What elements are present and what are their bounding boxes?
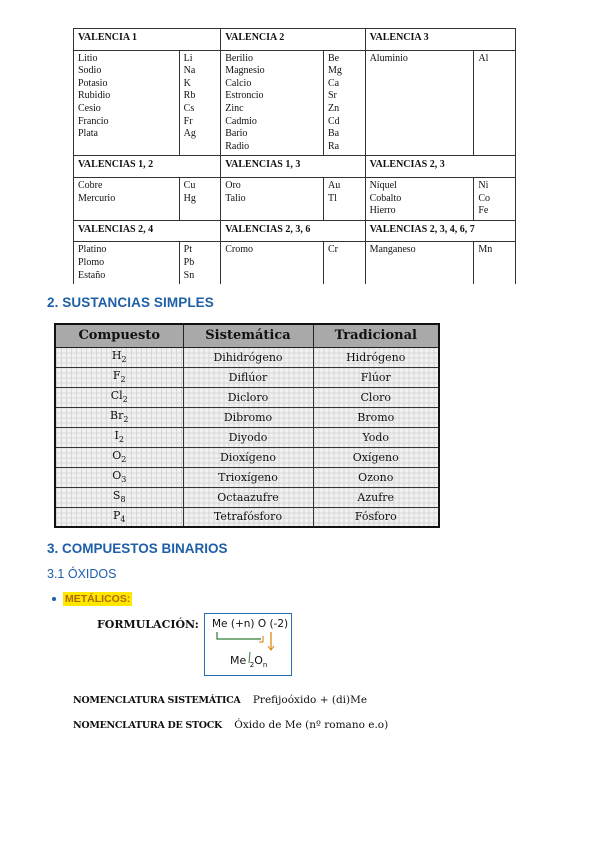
systematic-name-cell: Diyodo (183, 427, 313, 447)
section-heading-binary-compounds: 3. COMPUESTOS BINARIOS (47, 541, 228, 556)
table-row (55, 387, 439, 407)
element-name: Manganeso (369, 244, 416, 256)
element-symbols-cell (474, 177, 516, 220)
valence-header: VALENCIAS 1, 2 (74, 156, 221, 178)
element-symbols-cell (324, 242, 366, 284)
valence-header: VALENCIAS 2, 3 (365, 156, 515, 178)
table-cutoff (70, 287, 520, 293)
formula-cell: $S_8$ (55, 487, 183, 507)
element-names-cell (221, 177, 324, 220)
systematic-name-cell: Octaazufre (183, 487, 313, 507)
traditional-name-cell: Cloro (313, 387, 439, 407)
formula-cell: $O_2$ (55, 447, 183, 467)
element-symbol: Al (478, 52, 489, 64)
element-name: Aluminio (369, 52, 408, 64)
element-name: Cadmio (225, 115, 257, 127)
valence-header: VALENCIAS 2, 3, 4, 6, 7 (365, 220, 515, 242)
element-symbol: Ni (478, 179, 489, 191)
element-name: Oro (225, 179, 241, 191)
element-name: Bario (225, 128, 248, 140)
element-name: Radio (225, 140, 250, 152)
formula-cell: $F_2$ (55, 367, 183, 387)
element-names-cell (221, 50, 324, 156)
nomenclature-systematic-label: NOMENCLATURA SISTEMÁTICA (73, 695, 241, 706)
table-row (55, 487, 439, 507)
formula-cell: $P_4$ (55, 507, 183, 527)
element-symbols-cell (474, 50, 516, 156)
element-symbol: Sr (328, 90, 337, 102)
column-header-tradicional: Tradicional (313, 324, 439, 347)
element-symbol: Na (183, 65, 196, 77)
element-symbol: Zn (328, 102, 340, 114)
element-names-cell (74, 242, 180, 284)
element-symbol: Be (328, 52, 340, 64)
nomenclature-systematic (73, 694, 367, 706)
element-name: Talio (225, 192, 246, 204)
element-symbol: Co (478, 192, 491, 204)
element-name: Litio (78, 52, 98, 64)
element-name: Cobre (78, 179, 103, 191)
element-name: Zinc (225, 102, 244, 114)
element-names-cell (365, 177, 474, 220)
formula-cell: $Br_2$ (55, 407, 183, 427)
systematic-name-cell: Dioxígeno (183, 447, 313, 467)
table-row (55, 447, 439, 467)
bullet-dot-icon (52, 597, 56, 601)
traditional-name-cell: Oxígeno (313, 447, 439, 467)
table-row (55, 467, 439, 487)
valence-header: VALENCIAS 1, 3 (221, 156, 365, 178)
element-name: Plomo (78, 256, 105, 268)
valence-header: VALENCIAS 2, 3, 6 (221, 220, 365, 242)
element-name: Rubidio (78, 90, 111, 102)
element-names-cell (365, 50, 474, 156)
element-name: Cromo (225, 244, 253, 256)
column-header-compuesto: Compuesto (55, 324, 183, 347)
formula-result: Me $_2O_n$ (230, 654, 268, 669)
table-row (55, 507, 439, 527)
simple-substances-table (54, 323, 440, 528)
table-row (55, 367, 439, 387)
nomenclature-stock-label: NOMENCLATURA DE STOCK (73, 720, 222, 731)
systematic-name-cell: Diflúor (183, 367, 313, 387)
systematic-name-cell: Dibromo (183, 407, 313, 427)
element-symbol: Ca (328, 77, 340, 89)
formula-top-expression: Me (+n) O (-2) (212, 618, 289, 630)
traditional-name-cell: Hidrógeno (313, 347, 439, 367)
formulation-box (204, 613, 292, 676)
element-name: Mercurio (78, 192, 116, 204)
element-name: Estroncio (225, 90, 264, 102)
element-name: Sodio (78, 65, 102, 77)
element-symbol: Sn (183, 269, 195, 281)
element-name: Estaño (78, 269, 106, 281)
traditional-name-cell: Azufre (313, 487, 439, 507)
metallic-bullet (52, 592, 132, 606)
element-symbol: Cs (183, 102, 195, 114)
element-symbol: Rb (183, 90, 196, 102)
element-names-cell (74, 177, 180, 220)
formula-cell: $I_2$ (55, 427, 183, 447)
element-symbol: Cd (328, 115, 340, 127)
column-header-sistematica: Sistemática (183, 324, 313, 347)
element-name: Calcio (225, 77, 252, 89)
element-name: Hierro (369, 205, 396, 217)
nomenclature-stock (73, 719, 388, 731)
element-symbols-cell (179, 177, 221, 220)
valence-table (73, 28, 516, 284)
formula-cell: $Cl_2$ (55, 387, 183, 407)
element-name: Cesio (78, 102, 101, 114)
table-row (55, 427, 439, 447)
valence-header: VALENCIA 1 (74, 29, 221, 51)
systematic-name-cell: Tetrafósforo (183, 507, 313, 527)
element-symbol: K (183, 77, 191, 89)
systematic-name-cell: Trioxígeno (183, 467, 313, 487)
formula-cell: $H_2$ (55, 347, 183, 367)
traditional-name-cell: Bromo (313, 407, 439, 427)
element-symbols-cell (474, 242, 516, 284)
element-symbol: Cr (328, 244, 338, 256)
metallic-label: METÁLICOS: (65, 593, 131, 605)
nomenclature-systematic-value: Prefijoóxido + (di)Me (252, 694, 368, 706)
systematic-name-cell: Dihidrógeno (183, 347, 313, 367)
element-name: Cobalto (369, 192, 402, 204)
valence-header: VALENCIA 3 (365, 29, 515, 51)
table-row (55, 407, 439, 427)
nomenclature-stock-value: Óxido de Me (nº romano e.o) (234, 719, 389, 731)
section-heading-simple-substances: 2. SUSTANCIAS SIMPLES (47, 295, 214, 310)
element-symbol: Hg (183, 192, 196, 204)
element-name: Platino (78, 244, 107, 256)
element-symbol: Tl (328, 192, 337, 204)
element-name: Potasio (78, 77, 108, 89)
element-symbol: Mg (328, 65, 342, 77)
traditional-name-cell: Fósforo (313, 507, 439, 527)
element-symbol: Ra (328, 140, 340, 152)
element-symbol: Ba (328, 128, 340, 140)
formula-cell: $O_3$ (55, 467, 183, 487)
table-row (55, 347, 439, 367)
element-symbols-cell (324, 50, 366, 156)
formulation-label: FORMULACIÓN: (97, 618, 199, 631)
element-names-cell (74, 50, 180, 156)
systematic-name-cell: Dicloro (183, 387, 313, 407)
section-heading-oxides: 3.1 ÓXIDOS (47, 567, 117, 581)
element-names-cell (221, 242, 324, 284)
element-name: Berilio (225, 52, 253, 64)
element-symbols-cell (324, 177, 366, 220)
element-symbols-cell (179, 50, 221, 156)
valence-header: VALENCIAS 2, 4 (74, 220, 221, 242)
element-symbol: Fr (183, 115, 193, 127)
element-symbol: Pb (183, 256, 195, 268)
element-symbol: Li (183, 52, 193, 64)
element-symbol: Fe (478, 205, 489, 217)
element-name: Plata (78, 128, 98, 140)
element-name: Francio (78, 115, 109, 127)
traditional-name-cell: Yodo (313, 427, 439, 447)
element-symbol: Cu (183, 179, 196, 191)
element-symbol: Mn (478, 244, 493, 256)
element-names-cell (365, 242, 474, 284)
element-symbol: Au (328, 179, 341, 191)
element-symbol: Ag (183, 128, 196, 140)
element-symbols-cell (179, 242, 221, 284)
element-name: Magnesio (225, 65, 265, 77)
traditional-name-cell: Ozono (313, 467, 439, 487)
valence-header: VALENCIA 2 (221, 29, 365, 51)
traditional-name-cell: Flúor (313, 367, 439, 387)
element-name: Níquel (369, 179, 397, 191)
element-symbol: Pt (183, 244, 193, 256)
